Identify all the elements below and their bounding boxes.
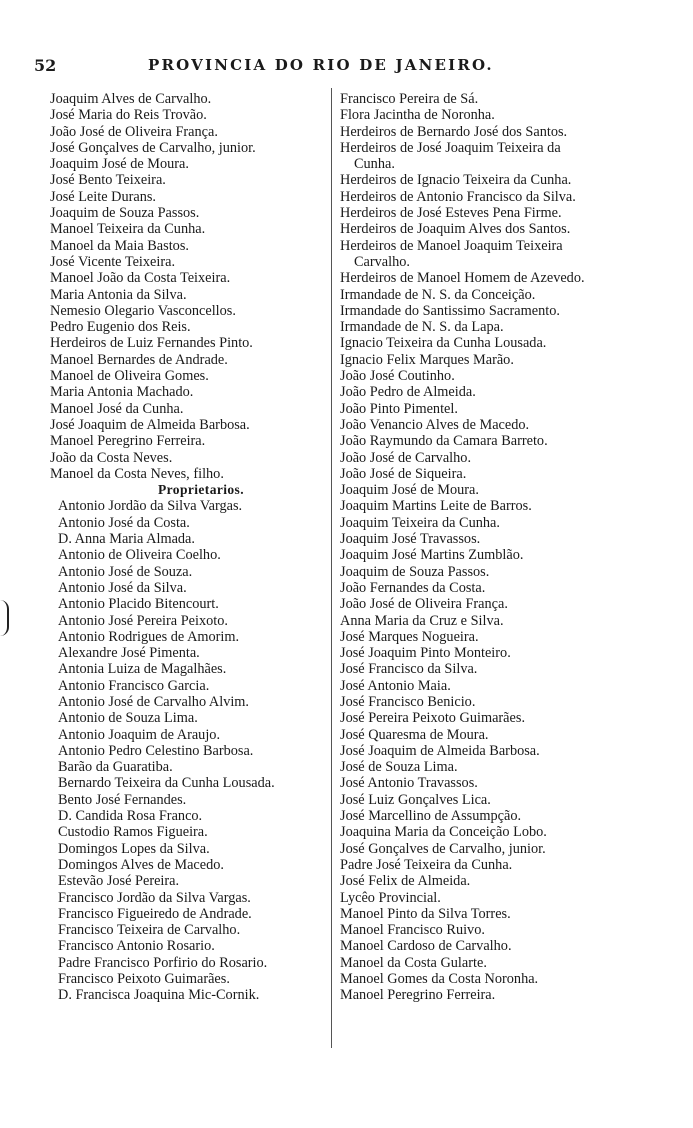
- page-header: [34, 56, 534, 80]
- list-entry: Herdeiros de Joaquim Alves dos Santos.: [340, 221, 571, 238]
- list-entry: José Luiz Gonçalves Lica.: [340, 791, 491, 808]
- list-entry: José Joaquim de Almeida Barbosa.: [50, 416, 250, 433]
- list-entry: D. Anna Maria Almada.: [58, 531, 195, 548]
- list-entry: Manoel Pinto da Silva Torres.: [340, 905, 511, 922]
- list-entry: Manoel Teixeira da Cunha.: [50, 221, 206, 238]
- list-entry: José Maria do Reis Trovão.: [50, 107, 207, 124]
- left-list-after: [46, 498, 336, 1003]
- list-entry: Antonio José da Silva.: [58, 579, 187, 596]
- list-entry: Manoel José da Cunha.: [50, 400, 184, 417]
- list-entry: Antonio Francisco Garcia.: [58, 677, 210, 694]
- list-entry: João Venancio Alves de Macedo.: [340, 416, 530, 433]
- list-entry: José Leite Durans.: [50, 188, 157, 205]
- list-entry: João José de Oliveira França.: [50, 123, 218, 140]
- list-entry: Manoel Peregrino Ferreira.: [340, 987, 496, 1004]
- list-entry: José Felix de Almeida.: [340, 873, 471, 890]
- list-entry: Irmandade de N. S. da Conceição.: [340, 286, 536, 303]
- list-entry: Antonio de Souza Lima.: [58, 710, 198, 727]
- list-entry: José Gonçalves de Carvalho, junior.: [50, 139, 256, 156]
- list-entry: Bernardo Teixeira da Cunha Lousada.: [58, 775, 275, 792]
- list-entry: Barão da Guaratiba.: [58, 759, 173, 776]
- list-entry: Antonio Joaquim de Araujo.: [58, 726, 221, 743]
- list-entry: Francisco Teixeira de Carvalho.: [58, 922, 241, 939]
- right-column: [338, 91, 628, 1004]
- list-entry: Francisco Peixoto Guimarães.: [58, 971, 230, 988]
- list-entry: Manoel Francisco Ruivo.: [340, 922, 485, 939]
- list-entry: Antonio José de Carvalho Alvim.: [58, 693, 250, 710]
- section-heading-proprietarios: Proprietarios.: [158, 482, 244, 498]
- right-list-middle: [338, 172, 628, 237]
- list-entry: Manoel da Costa Gularte.: [340, 954, 487, 971]
- list-entry: Estevão José Pereira.: [58, 873, 180, 890]
- entry-continuation: Cunha.: [354, 156, 395, 173]
- list-entry: Domingos Alves de Macedo.: [58, 856, 224, 873]
- list-entry: João José de Siqueira.: [340, 465, 467, 482]
- list-entry: João Raymundo da Camara Barreto.: [340, 433, 548, 450]
- list-entry: Manoel Gomes da Costa Noronha.: [340, 971, 539, 988]
- list-entry: Irmandade de N. S. da Lapa.: [340, 319, 504, 336]
- list-entry: Maria Antonia Machado.: [50, 384, 194, 401]
- list-entry: Francisco Jordão da Silva Vargas.: [58, 889, 251, 906]
- list-entry: D. Candida Rosa Franco.: [58, 808, 203, 825]
- page-edge-mark: [0, 600, 9, 636]
- right-list-after: [338, 270, 628, 1003]
- list-entry: Antonio Pedro Celestino Barbosa.: [58, 742, 254, 759]
- list-entry: Antonio José de Souza.: [58, 563, 193, 580]
- running-title: PROVINCIA DO RIO DE JANEIRO.: [148, 56, 494, 74]
- entry-text: Herdeiros de Manoel Joaquim Teixeira: [340, 237, 563, 254]
- left-column: [46, 91, 336, 1004]
- list-entry: Custodio Ramos Figueira.: [58, 824, 208, 841]
- list-entry: Manoel da Costa Neves, filho.: [50, 465, 224, 482]
- list-entry: Joaquim José Martins Zumblão.: [340, 547, 524, 564]
- list-entry: Joaquim José de Moura.: [340, 482, 479, 499]
- list-entry: Antonio Rodrigues de Amorim.: [58, 628, 240, 645]
- entry-continuation: Carvalho.: [354, 253, 410, 270]
- list-entry: José Francisco da Silva.: [340, 661, 478, 678]
- list-entry: Antonio José Pereira Peixoto.: [58, 612, 228, 629]
- list-entry: João Fernandes da Costa.: [340, 579, 486, 596]
- list-entry: Manoel Cardoso de Carvalho.: [340, 938, 512, 955]
- list-entry: D. Francisca Joaquina Mic-Cornik.: [58, 987, 260, 1004]
- list-entry: João da Costa Neves.: [50, 449, 173, 466]
- list-entry: José Gonçalves de Carvalho, junior.: [340, 840, 546, 857]
- list-entry: [338, 238, 628, 271]
- list-entry: Antonio José da Costa.: [58, 514, 190, 531]
- list-entry: Anna Maria da Cruz e Silva.: [340, 612, 504, 629]
- list-entry: Antonio de Oliveira Coelho.: [58, 547, 221, 564]
- list-entry: Herdeiros de Ignacio Teixeira da Cunha.: [340, 172, 572, 189]
- list-entry: Manoel de Oliveira Gomes.: [50, 368, 209, 385]
- list-entry: Herdeiros de Luiz Fernandes Pinto.: [50, 335, 253, 352]
- list-entry: José Pereira Peixoto Guimarães.: [340, 710, 526, 727]
- left-list-before: [46, 91, 336, 482]
- list-entry: José Joaquim Pinto Monteiro.: [340, 645, 511, 662]
- list-entry: Herdeiros de Bernardo José dos Santos.: [340, 123, 568, 140]
- list-entry: Padre José Teixeira da Cunha.: [340, 856, 513, 873]
- list-entry: Francisco Antonio Rosario.: [58, 938, 215, 955]
- list-entry: José Quaresma de Moura.: [340, 726, 489, 743]
- list-entry: João José Coutinho.: [340, 368, 455, 385]
- list-entry: Padre Francisco Porfirio do Rosario.: [58, 954, 268, 971]
- list-entry: José Antonio Maia.: [340, 677, 451, 694]
- list-entry: José Bento Teixeira.: [50, 172, 166, 189]
- list-entry: Joaquina Maria da Conceição Lobo.: [340, 824, 547, 841]
- entry-text: Herdeiros de José Joaquim Teixeira da: [340, 139, 561, 156]
- right-list-before: [338, 91, 628, 140]
- list-entry: João Pedro de Almeida.: [340, 384, 476, 401]
- page-number: 52: [34, 56, 57, 75]
- list-entry: José Vicente Teixeira.: [50, 253, 176, 270]
- list-entry: Joaquim José de Moura.: [50, 156, 189, 173]
- list-entry: Maria Antonia da Silva.: [50, 286, 187, 303]
- list-entry: Bento José Fernandes.: [58, 791, 187, 808]
- list-entry: João José de Carvalho.: [340, 449, 472, 466]
- list-entry: Francisco Pereira de Sá.: [340, 91, 479, 107]
- list-entry: Herdeiros de José Esteves Pena Firme.: [340, 205, 562, 222]
- list-entry: Joaquim Alves de Carvalho.: [50, 91, 212, 107]
- list-entry: Ignacio Felix Marques Marão.: [340, 351, 514, 368]
- list-entry: Joaquim de Souza Passos.: [50, 205, 200, 222]
- list-entry: José Antonio Travassos.: [340, 775, 478, 792]
- list-entry: Alexandre José Pimenta.: [58, 645, 200, 662]
- list-entry: Antonio Jordão da Silva Vargas.: [58, 498, 243, 515]
- list-entry: José Francisco Benicio.: [340, 693, 476, 710]
- list-entry: Manoel João da Costa Teixeira.: [50, 270, 231, 287]
- list-entry: Herdeiros de Manoel Homem de Azevedo.: [340, 270, 585, 287]
- list-entry: João Pinto Pimentel.: [340, 400, 458, 417]
- list-entry: Manoel Peregrino Ferreira.: [50, 433, 206, 450]
- list-entry: João José de Oliveira França.: [340, 596, 508, 613]
- list-entry: José Marcellino de Assumpção.: [340, 808, 522, 825]
- list-entry: Ignacio Teixeira da Cunha Lousada.: [340, 335, 547, 352]
- list-entry: Pedro Eugenio dos Reis.: [50, 319, 191, 336]
- list-entry: Irmandade do Santissimo Sacramento.: [340, 302, 560, 319]
- list-entry: Joaquim Teixeira da Cunha.: [340, 514, 500, 531]
- list-entry: Antonia Luiza de Magalhães.: [58, 661, 227, 678]
- list-entry: Joaquim de Souza Passos.: [340, 563, 490, 580]
- list-entry: Herdeiros de Antonio Francisco da Silva.: [340, 188, 576, 205]
- list-entry: Joaquim José Travassos.: [340, 531, 481, 548]
- list-entry: Domingos Lopes da Silva.: [58, 840, 210, 857]
- list-entry: Antonio Placido Bitencourt.: [58, 596, 219, 613]
- list-entry: Manoel Bernardes de Andrade.: [50, 351, 228, 368]
- list-entry: Manoel da Maia Bastos.: [50, 237, 189, 254]
- list-entry: Lycêo Provincial.: [340, 889, 441, 906]
- list-entry: José de Souza Lima.: [340, 759, 458, 776]
- list-entry: [338, 140, 628, 173]
- list-entry: José Marques Nogueira.: [340, 628, 479, 645]
- list-entry: Francisco Figueiredo de Andrade.: [58, 905, 252, 922]
- list-entry: Joaquim Martins Leite de Barros.: [340, 498, 532, 515]
- list-entry: Flora Jacintha de Noronha.: [340, 107, 495, 124]
- list-entry: José Joaquim de Almeida Barbosa.: [340, 742, 540, 759]
- list-entry: Nemesio Olegario Vasconcellos.: [50, 302, 236, 319]
